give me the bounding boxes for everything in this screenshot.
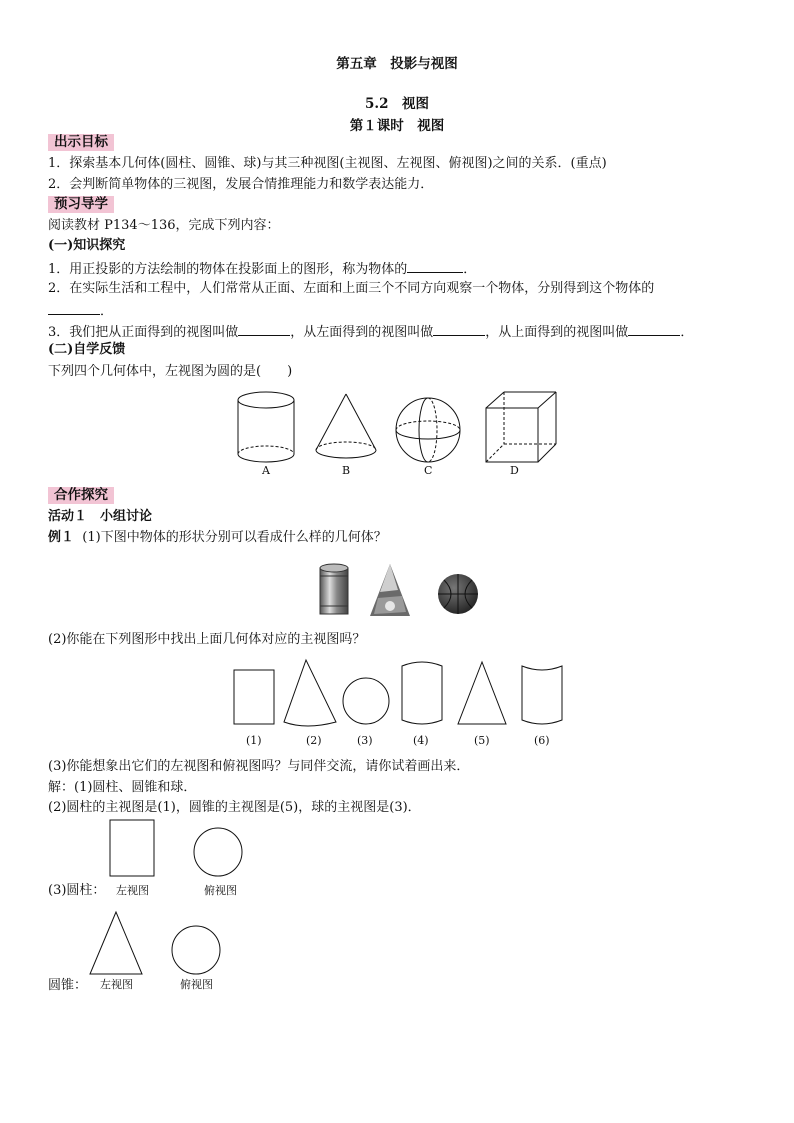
- goal-line-1: 1．探索基本几何体(圆柱、圆锥、球)与其三种视图(主视图、左视图、俯视图)之间的关系．(重点): [48, 156, 607, 171]
- triangle-view: [458, 662, 506, 724]
- cone-top-view: [172, 926, 220, 974]
- activity-heading: 活动１ 小组讨论: [48, 509, 153, 524]
- option-label-b: B: [342, 464, 351, 477]
- answer-3-cylinder: (3)圆柱：: [48, 883, 106, 898]
- option-label-a: A: [262, 464, 270, 477]
- goal-line-2: 2．会判断简单物体的三视图，发展合情推理能力和数学表达能力．: [48, 177, 434, 192]
- example-1-question-3: (3)你能想象出它们的左视图和俯视图吗？与同伴交流，请你试着画出来．: [48, 759, 470, 774]
- question-2-end: ．: [48, 302, 113, 320]
- rectangle-view: [234, 670, 274, 724]
- answer-1: 解：(1)圆柱、圆锥和球．: [48, 780, 197, 795]
- objects-photo: [318, 562, 484, 618]
- circle-view: [343, 678, 389, 724]
- tin-can-image: [320, 564, 348, 614]
- example-1-question-1: 例１ (1)下图中物体的形状分别可以看成什么样的几何体？: [48, 530, 387, 545]
- example-1-question-2: (2)你能在下列图形中找出上面几何体对应的主视图吗？: [48, 632, 366, 647]
- concave-cylinder-view: [522, 666, 562, 724]
- sector-view: [284, 660, 336, 726]
- explore-tag: 合作探究: [48, 487, 114, 504]
- cone-views-figure: [86, 908, 246, 994]
- chapter-title: 第五章 投影与视图: [336, 56, 458, 72]
- top-view-caption: 俯视图: [180, 978, 213, 991]
- cylinder-top-view: [194, 828, 242, 876]
- cone-left-view: [90, 912, 142, 974]
- front-views-figure: [226, 656, 570, 750]
- view-label-2: (2): [306, 734, 322, 747]
- view-label-1: (1): [246, 734, 262, 747]
- cylinder-left-view: [110, 820, 154, 876]
- answer-blank[interactable]: [628, 323, 680, 336]
- view-label-5: (5): [474, 734, 490, 747]
- preview-tag: 预习导学: [48, 196, 114, 213]
- feedback-heading: (二)自学反馈: [48, 342, 126, 357]
- cylinder-solid: [238, 392, 294, 462]
- cone-object-image: [370, 564, 410, 616]
- answer-blank[interactable]: [433, 323, 485, 336]
- lesson-title: 第１课时 视图: [349, 118, 445, 134]
- cylinder-views-figure: [100, 816, 260, 900]
- answer-blank[interactable]: [48, 302, 100, 315]
- section-title: 5.2 视图: [365, 96, 429, 112]
- goals-tag: 出示目标: [48, 134, 114, 151]
- left-view-caption: 左视图: [116, 884, 149, 897]
- question-1: 1．用正投影的方法绘制的物体在投影面上的图形，称为物体的 ．: [48, 262, 477, 277]
- cube-solid: [486, 392, 556, 462]
- cone-solid: [316, 394, 376, 458]
- knowledge-heading: (一)知识探究: [48, 238, 126, 253]
- answer-blank[interactable]: [407, 260, 463, 273]
- answer-3-cone: 圆锥：: [48, 978, 88, 993]
- option-label-c: C: [424, 464, 433, 477]
- left-view-caption: 左视图: [100, 978, 133, 991]
- solids-figure: [230, 388, 570, 480]
- view-label-6: (6): [534, 734, 550, 747]
- view-label-3: (3): [357, 734, 373, 747]
- question-3: 3．我们把从正面得到的视图叫做 ，从左面得到的视图叫做 ，从上面得到的视图叫做 ．: [48, 325, 694, 340]
- barrel-view: [402, 662, 442, 724]
- sphere-solid: [396, 398, 460, 462]
- question-2: 2．在实际生活和工程中，人们常常从正面、左面和上面三个不同方向观察一个物体，分别得到这个物体的: [48, 281, 655, 296]
- answer-2: (2)圆柱的主视图是(1)，圆锥的主视图是(5)，球的主视图是(3)．: [48, 800, 421, 815]
- feedback-question: 下列四个几何体中，左视图为圆的是( ): [48, 364, 293, 379]
- option-label-d: D: [510, 464, 519, 477]
- basketball-image: [438, 574, 478, 614]
- preview-intro: 阅读教材 P134～136，完成下列内容：: [48, 218, 280, 233]
- answer-blank[interactable]: [238, 323, 290, 336]
- view-label-4: (4): [413, 734, 429, 747]
- top-view-caption: 俯视图: [204, 884, 237, 897]
